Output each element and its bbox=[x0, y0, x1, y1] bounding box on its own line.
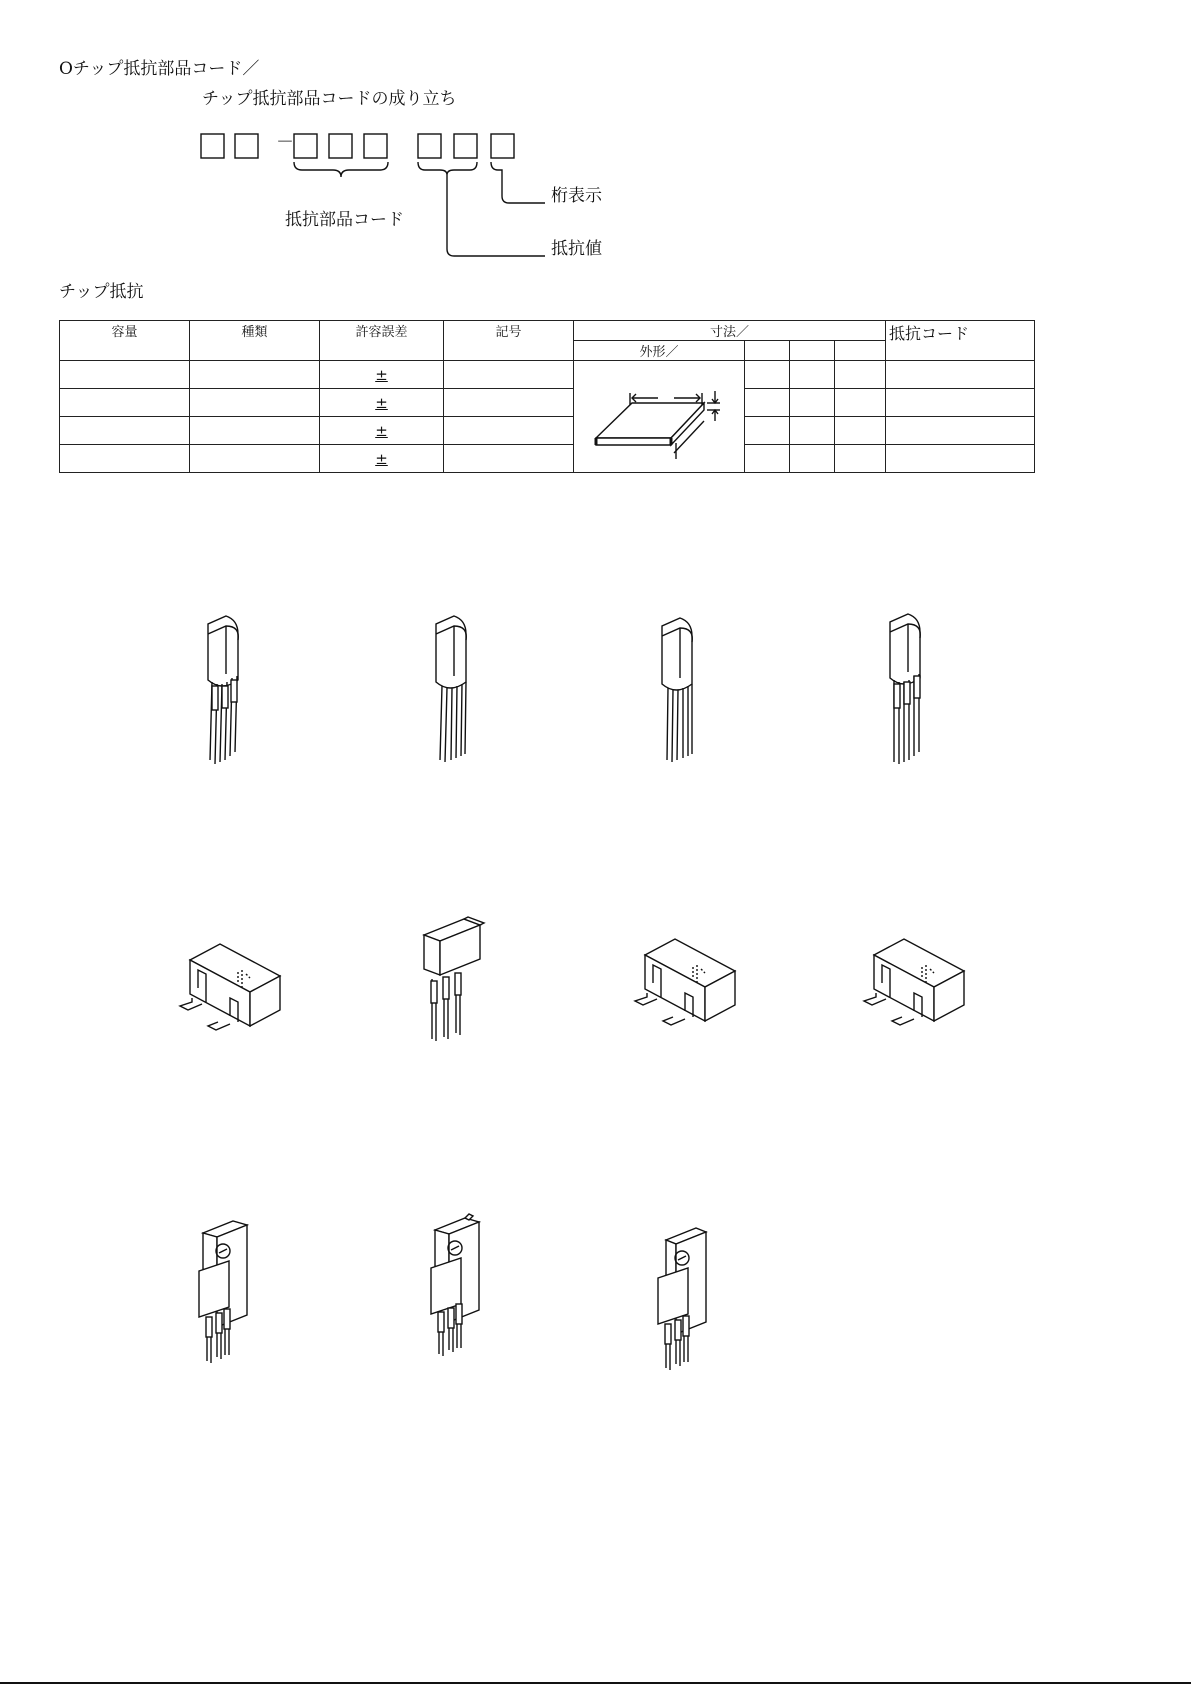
part-code-brace bbox=[294, 162, 388, 177]
section-title: Oチップ抵抗部品コード／ bbox=[59, 59, 260, 79]
page-bottom-rule bbox=[0, 1682, 1191, 1684]
chip-resistor-icon bbox=[574, 361, 745, 473]
code-box-6 bbox=[418, 134, 441, 158]
table-section-title: チップ抵抗 bbox=[59, 282, 144, 302]
tolerance-value: ± bbox=[375, 421, 388, 440]
subtitle: チップ抵抗部品コードの成り立ち bbox=[202, 89, 457, 109]
code-box-8 bbox=[491, 134, 514, 158]
digit-leader-line bbox=[491, 162, 545, 203]
to92-transistor-icon bbox=[430, 620, 500, 770]
table-row bbox=[60, 417, 1035, 445]
col-dim-1 bbox=[745, 341, 790, 361]
code-box-3 bbox=[294, 134, 317, 158]
to220-transistor-icon bbox=[425, 1210, 495, 1360]
label-part-code: 抵抗部品コード bbox=[285, 210, 404, 230]
table-row bbox=[60, 389, 1035, 417]
value-brace bbox=[418, 162, 477, 175]
sot23-chip-icon bbox=[180, 940, 290, 1030]
to220-transistor-icon bbox=[650, 1222, 720, 1372]
to126-transistor-icon bbox=[420, 915, 490, 1045]
col-symbol: 記号 bbox=[444, 321, 574, 361]
outline-cell bbox=[574, 361, 745, 473]
chip-resistor-table bbox=[59, 320, 1035, 473]
code-separator: － bbox=[276, 132, 294, 153]
sot23-chip-icon bbox=[635, 935, 745, 1025]
tolerance-value: ± bbox=[375, 449, 388, 468]
to92-transistor-icon bbox=[886, 618, 956, 768]
sot23-chip-icon bbox=[864, 935, 974, 1025]
col-resistor-code: 抵抗コード bbox=[886, 321, 1035, 361]
table-row bbox=[60, 445, 1035, 473]
col-dimensions: 寸法／ bbox=[574, 321, 886, 341]
label-digits: 桁表示 bbox=[551, 186, 602, 206]
to220-transistor-icon bbox=[195, 1215, 265, 1365]
table-row bbox=[60, 361, 1035, 389]
code-box-7 bbox=[454, 134, 477, 158]
code-box-4 bbox=[329, 134, 352, 158]
label-value: 抵抗値 bbox=[551, 239, 602, 259]
col-capacity: 容量 bbox=[60, 321, 190, 361]
col-dim-2 bbox=[790, 341, 835, 361]
col-outline: 外形／ bbox=[574, 341, 745, 361]
tolerance-value: ± bbox=[375, 393, 388, 412]
col-tolerance: 許容誤差 bbox=[320, 321, 444, 361]
code-box-2 bbox=[235, 134, 258, 158]
code-box-5 bbox=[364, 134, 387, 158]
col-dim-3 bbox=[835, 341, 886, 361]
tolerance-value: ± bbox=[375, 365, 388, 384]
to92-transistor-icon bbox=[200, 620, 270, 770]
col-type: 種類 bbox=[190, 321, 320, 361]
code-box-1 bbox=[201, 134, 224, 158]
to92-transistor-icon bbox=[656, 620, 726, 770]
value-leader-line bbox=[447, 175, 545, 256]
